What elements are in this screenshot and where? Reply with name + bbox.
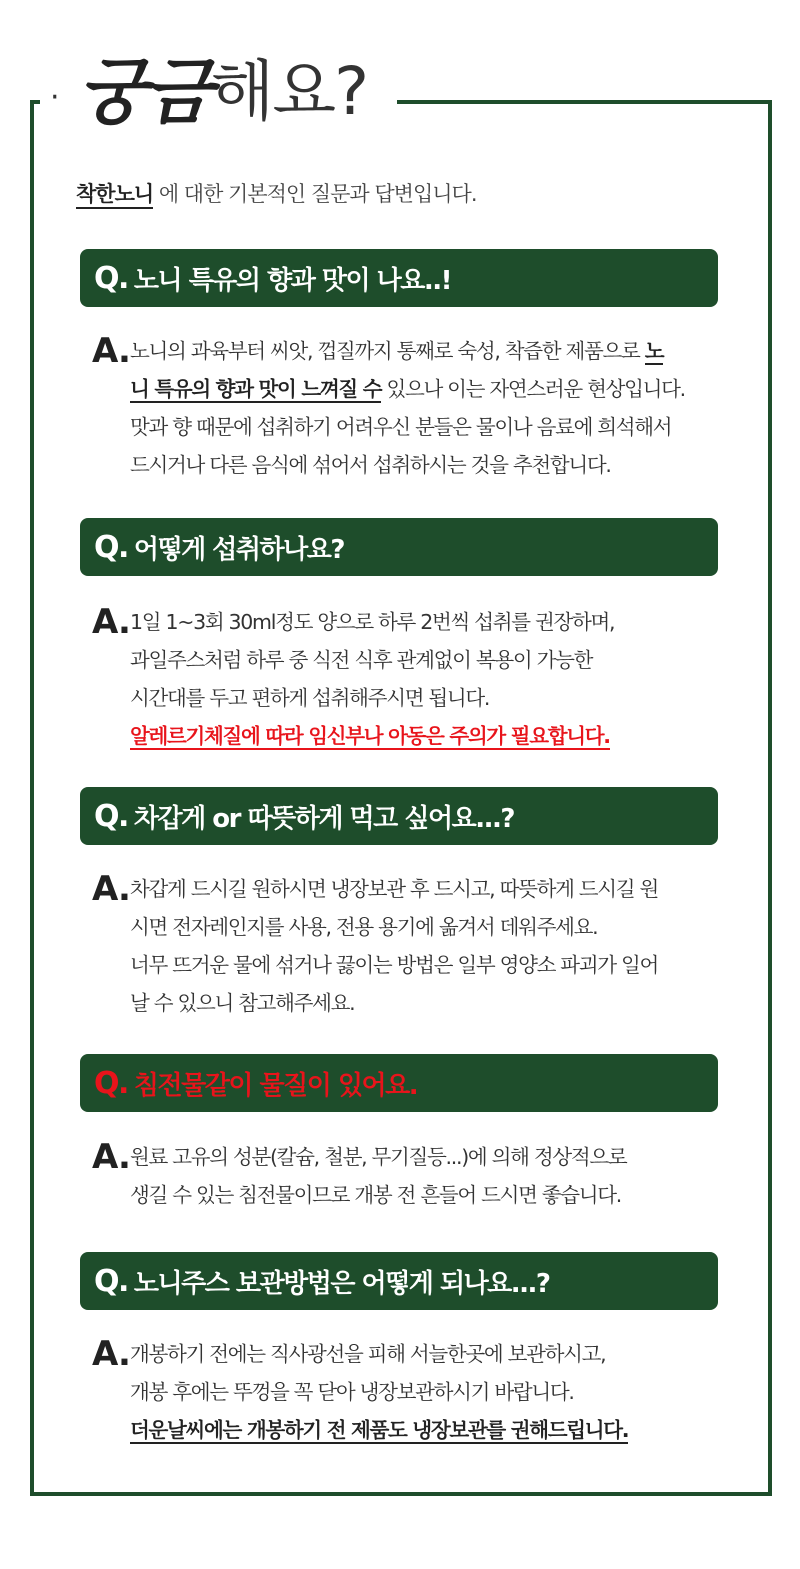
q-mark: Q.: [94, 260, 128, 296]
answer-underline: 노: [644, 339, 664, 363]
a-mark: A.: [92, 331, 130, 371]
q-mark: Q.: [94, 798, 128, 834]
answer-line: 시간대를 두고 편하게 섭취해주시면 됩니다.: [130, 686, 490, 710]
answer-line: [130, 717, 720, 755]
title-rest: 해요?: [210, 53, 368, 130]
answer-text: 노니의 과육부터 씨앗, 껍질까지 통째로 숙성, 착즙한 제품으로: [130, 339, 645, 363]
answer-line: [130, 332, 720, 370]
a-mark: A.: [92, 602, 130, 642]
title-dot: ·: [50, 80, 60, 115]
question-text: 차갑게 or 따뜻하게 먹고 싶어요...?: [133, 803, 514, 834]
answer-line: 드시거나 다른 음식에 섞어서 섭취하시는 것을 추천합니다.: [130, 453, 611, 477]
faq-question-1: [80, 249, 718, 307]
page-title: [40, 44, 397, 140]
title-bold: 궁금: [77, 50, 209, 134]
q-mark: Q.: [94, 529, 128, 565]
answer-line: 차갑게 드시길 원하시면 냉장보관 후 드시고, 따뜻하게 드시길 원: [130, 877, 659, 901]
answer-underline: 니 특유의 향과 맛이 느껴질 수: [130, 377, 382, 401]
question-text: 노니 특유의 향과 맛이 나요..!: [133, 265, 452, 296]
faq-question-4: [80, 1054, 718, 1112]
faq-question-5: [80, 1252, 718, 1310]
answer-line: 맛과 향 때문에 섭취하기 어려우신 분들은 물이나 음료에 희석해서: [130, 415, 672, 439]
faq-answer-1: [92, 332, 720, 484]
answer-line: 너무 뜨거운 물에 섞거나 끓이는 방법은 일부 영양소 파괴가 일어: [130, 953, 659, 977]
a-mark: A.: [92, 1137, 130, 1177]
faq-answer-5: [92, 1335, 720, 1449]
answer-line: 개봉 후에는 뚜껑을 꼭 닫아 냉장보관하시기 바랍니다.: [130, 1380, 574, 1404]
intro-text: [76, 178, 477, 208]
q-mark: Q.: [94, 1263, 128, 1299]
answer-line: [130, 370, 720, 408]
answer-line: [130, 1411, 720, 1449]
warning-text: 알레르기체질에 따라 임신부나 아동은 주의가 필요합니다.: [130, 724, 610, 748]
a-mark: A.: [92, 869, 130, 909]
answer-line: 시면 전자레인지를 사용, 전용 용기에 옮겨서 데워주세요.: [130, 915, 598, 939]
answer-line: 1일 1~3회 30ml정도 양으로 하루 2번씩 섭취를 권장하며,: [130, 610, 615, 634]
answer-line: 날 수 있으니 참고해주세요.: [130, 991, 355, 1015]
faq-answer-2: [92, 603, 720, 755]
answer-line: 개봉하기 전에는 직사광선을 피해 서늘한곳에 보관하시고,: [130, 1342, 606, 1366]
question-text: 어떻게 섭취하나요?: [133, 534, 344, 565]
a-mark: A.: [92, 1334, 130, 1374]
emphasis-text: 더운날씨에는 개봉하기 전 제품도 냉장보관를 권해드립니다.: [130, 1418, 629, 1442]
intro-sentence: 에 대한 기본적인 질문과 답변입니다.: [153, 182, 477, 206]
answer-line: 과일주스처럼 하루 중 식전 식후 관계없이 복용이 가능한: [130, 648, 593, 672]
answer-line: 생길 수 있는 침전물이므로 개봉 전 흔들어 드시면 좋습니다.: [130, 1183, 622, 1207]
question-text: 침전물같이 물질이 있어요.: [133, 1070, 418, 1101]
faq-question-3: [80, 787, 718, 845]
question-text: 노니주스 보관방법은 어떻게 되나요...?: [133, 1268, 550, 1299]
answer-text: 있으나 이는 자연스러운 현상입니다.: [381, 377, 685, 401]
answer-line: 원료 고유의 성분(칼슘, 철분, 무기질등...)에 의해 정상적으로: [130, 1145, 627, 1169]
faq-answer-3: [92, 870, 720, 1022]
q-mark: Q.: [94, 1065, 128, 1101]
faq-answer-4: [92, 1138, 720, 1214]
faq-question-2: [80, 518, 718, 576]
brand-name: 착한노니: [76, 182, 153, 209]
